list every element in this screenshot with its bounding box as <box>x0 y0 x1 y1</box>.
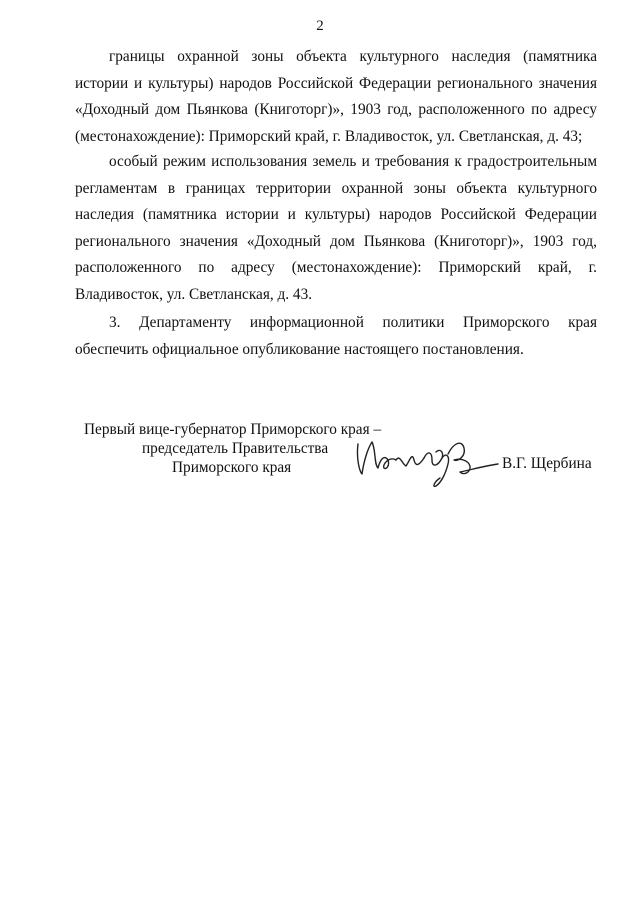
signatory-title-line-1: Первый вице-губернатор Приморского края – <box>84 421 382 438</box>
paragraph-text: особый режим использования земель и требования к градостроительным регламентам в границах территории охранной зоны объекта культурного наследия (памятника истории и культуры) народов Российской Федерации регионального значения «Доходный дом Пьянкова (Книготорг)», 1903 год, расположенного по адресу (местонахождение): Приморский край, г. Владивосток, ул. Светланская, д. 43. <box>75 153 597 303</box>
page-number: 2 <box>316 18 324 34</box>
handwritten-signature <box>350 430 500 490</box>
signatory-title-line-2: председатель Правительства <box>142 440 329 457</box>
signer-name: В.Г. Щербина <box>502 455 592 472</box>
paragraph-text: границы охранной зоны объекта культурного наследия (памятника истории и культуры) народов Российской Федерации регионального значения «Доходный дом Пьянкова (Книготорг)», 1903 год, расположенного по адресу (местонахождение): Приморский край, г. Владивосток, ул. Светланская, д. 43; <box>75 48 597 145</box>
paragraph-boundaries <box>75 44 597 150</box>
paragraph-text: 3. Департаменту информационной политики Приморского края обеспечить официальное опубликование настоящего постановления. <box>75 314 597 358</box>
signatory-position <box>84 420 384 477</box>
paragraph-publication-order <box>75 310 597 363</box>
signatory-title-line-3: Приморского края <box>172 459 292 476</box>
paragraph-land-use-regime <box>75 149 597 308</box>
